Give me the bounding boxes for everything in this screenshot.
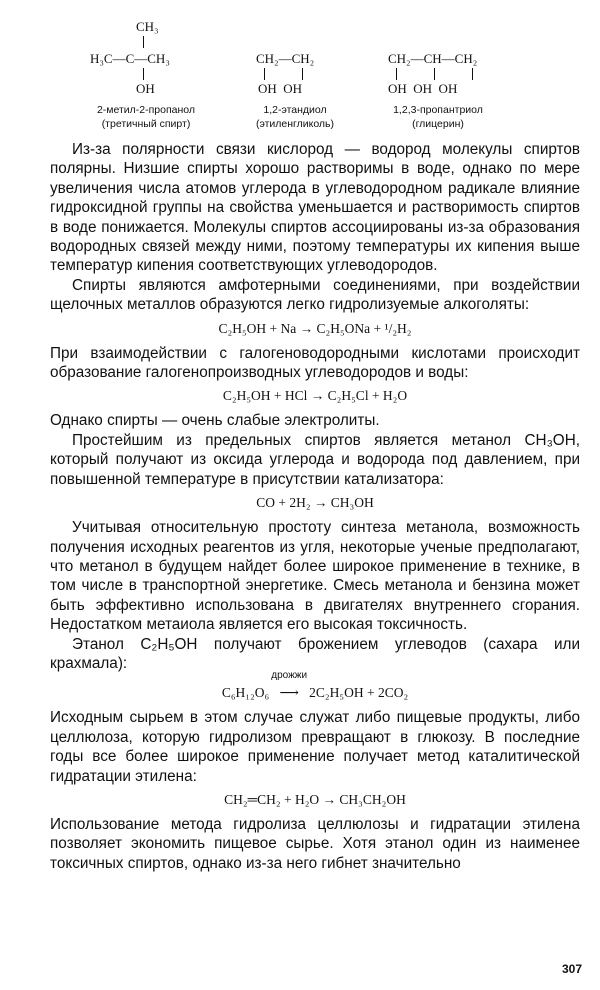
equation-hcl: C₂H₅OH + HCl → C₂H₅Cl + H₂O xyxy=(222,388,408,404)
paragraph: Этанол C₂H₅OH получают брожением углеводов (сахара или крахмала): xyxy=(50,635,580,672)
body-text xyxy=(50,140,580,873)
bond-line xyxy=(143,68,144,80)
formula-bottom-row: OH xyxy=(136,81,155,96)
formula-caption-name: 1,2,3-пропантриол xyxy=(393,104,483,116)
formula-caption-name: 2-метил-2-пропанол xyxy=(96,104,196,116)
paragraph: Спирты являются амфотерными соединениями, при воздействии щелочных металлов образуются легко гидролизуемые алкоголяты: xyxy=(50,276,580,314)
equation-methanol-synthesis: CO + 2H₂ → CH₃OH xyxy=(256,495,374,511)
bond-line xyxy=(434,68,435,80)
equation-hydration: CH₂═CH₂ + H₂O → CH₃CH₂OH xyxy=(224,791,406,807)
equation-right: 2C₂H₅OH + 2CO₂ xyxy=(309,685,409,701)
reaction-arrow xyxy=(269,670,309,702)
equation-fermentation xyxy=(50,670,580,702)
bond-line xyxy=(472,68,473,80)
bond-line xyxy=(143,36,144,48)
page-number: 307 xyxy=(561,962,582,976)
formula-main-row: CH₂—CH—CH₂ xyxy=(388,51,478,66)
formula-caption-type: (этиленгликоль) xyxy=(255,118,335,130)
formula-ethanediol xyxy=(250,14,360,134)
arrow-label: дрожжи xyxy=(271,670,308,682)
formula-caption-type: (третичный спирт) xyxy=(101,118,191,130)
formula-main-row: H₃C—C—CH₃ xyxy=(90,51,170,66)
formula-top-row: CH₃ xyxy=(136,19,159,34)
paragraph: При взаимодействии с галогеноводородными кислотами происходит образование галогенопроизводных углеводородов и воды: xyxy=(50,344,580,382)
formula-bottom-row: OH OH xyxy=(258,81,303,96)
paragraph: Учитывая относительную простоту синтеза метанола, возможность получения исходных реагентов из угля, некоторые ученые предполагают, что метанол в будущем найдет более широкое применение в технике, в том числе в транспортной энергетике. Смесь метанола и бензина может быть эффективно использована в двигателях внутреннего сгорания. Недостатком метаиола является его высокая токсичность. xyxy=(50,519,580,634)
paragraph: Однако спирты — очень слабые электролиты. xyxy=(50,412,380,430)
formula-main-row: CH₂—CH₂ xyxy=(256,51,315,66)
paragraph: Простейшим из предельных спиртов является метанол CH₃OH, который получают из оксида углерода и водорода под давлением, при повышенной температуре в присутствии катализатора: xyxy=(50,431,580,488)
paragraph: Исходным сырьем в этом случае служат либо пищевые продукты, либо целлюлоза, которую гидролизом превращают в глюкозу. В последние годы все более широкое применение получает метод каталитической гидратации этилена: xyxy=(50,709,580,785)
paragraph: Из-за полярности связи кислород — водород молекулы спиртов полярны. Низшие спирты хорошо растворимы в воде, однако по мере увеличения числа атомов углерода в углеводородном радикале влияние гидроксидной группы на свойства уменьшается и растворимость спиртов в воде понижается. Молекулы спиртов ассоциированы из-за образования водородных связей между ними, поэтому температуры их кипения выше температур кипения соответствующих углеводородов. xyxy=(50,141,580,275)
formula-2-methyl-2-propanol xyxy=(86,14,226,134)
formula-propanetriol xyxy=(382,14,522,134)
formula-caption-type: (глицерин) xyxy=(412,118,464,130)
equation-alcoholate: C₂H₅OH + Na → C₂H₅ONa + ¹/₂H₂ xyxy=(218,320,412,336)
structural-formulas xyxy=(0,14,600,134)
paragraph: Использование метода гидролиза целлюлозы и гидратации этилена позволяет экономить пищевое сырье. Хотя этанол один из наименее токсичных спиртов, однако из-за него гибнет значительно xyxy=(50,815,580,872)
equation-left: C₆H₁₂O₆ xyxy=(221,685,270,701)
bond-line xyxy=(264,68,265,80)
formula-caption-name: 1,2-этандиол xyxy=(263,104,327,116)
bond-line xyxy=(302,68,303,80)
bond-line xyxy=(396,68,397,80)
formula-bottom-row: OH OH OH xyxy=(388,81,458,96)
arrow-icon: ⟶ xyxy=(279,685,299,701)
